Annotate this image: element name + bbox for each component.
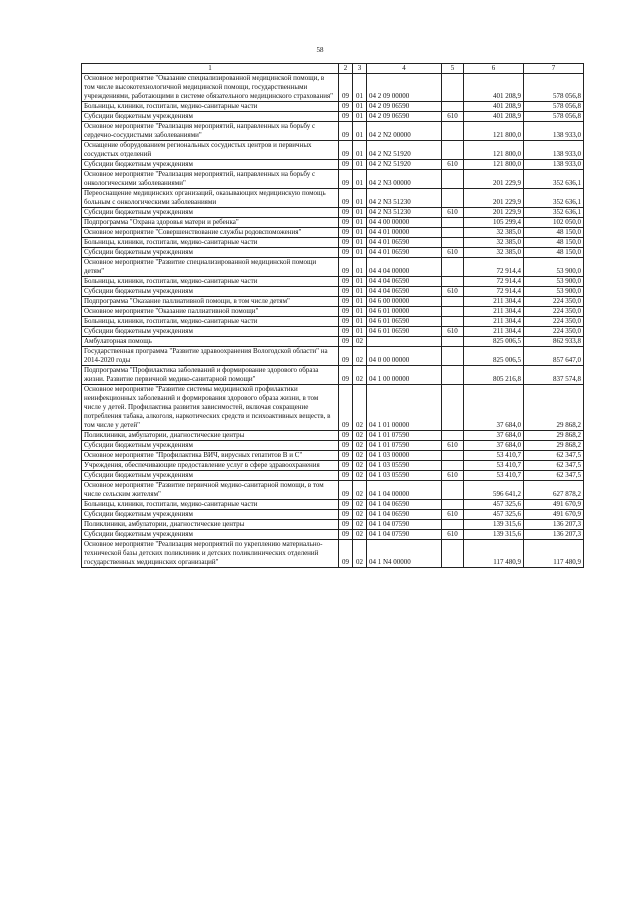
table-row [82, 471, 584, 481]
row-code-cell: 04 1 03 05590 [367, 461, 442, 471]
row-col5-cell [442, 170, 464, 189]
row-name-cell: Переоснащение медицинских организаций, оказывающих медицинскую помощь больным с онкологическими заболеваниями [82, 189, 339, 208]
row-col2-cell: 09 [339, 189, 353, 208]
table-row [82, 530, 584, 540]
row-col2-cell: 09 [339, 540, 353, 568]
table-row [82, 74, 584, 102]
table-row [82, 277, 584, 287]
row-value-2019-cell: 53 410,7 [464, 461, 524, 471]
row-col2-cell: 09 [339, 317, 353, 327]
row-col2-cell: 09 [339, 170, 353, 189]
row-value-2020-cell: 138 933,0 [524, 160, 584, 170]
row-col5-cell: 610 [442, 441, 464, 451]
row-code-cell: 04 4 04 06590 [367, 287, 442, 297]
row-col5-cell: 610 [442, 160, 464, 170]
row-col3-cell: 01 [353, 307, 367, 317]
row-name-cell: Субсидии бюджетным учреждениям [82, 441, 339, 451]
row-col2-cell: 09 [339, 385, 353, 431]
row-code-cell: 04 1 03 05590 [367, 471, 442, 481]
row-value-2020-cell: 224 350,0 [524, 307, 584, 317]
row-col3-cell: 02 [353, 337, 367, 347]
row-code-cell: 04 2 N2 00000 [367, 122, 442, 141]
row-col2-cell: 09 [339, 141, 353, 160]
row-value-2019-cell: 825 006,5 [464, 347, 524, 366]
row-name-cell: Больницы, клиники, госпитали, медико-санитарные части [82, 317, 339, 327]
row-col5-cell [442, 431, 464, 441]
row-code-cell: 04 4 04 00000 [367, 258, 442, 277]
row-col2-cell: 09 [339, 74, 353, 102]
row-code-cell: 04 2 N3 00000 [367, 170, 442, 189]
row-col2-cell: 09 [339, 481, 353, 500]
row-value-2019-cell: 805 216,8 [464, 366, 524, 385]
row-name-cell: Субсидии бюджетным учреждениям [82, 112, 339, 122]
row-name-cell: Основное мероприятие "Развитие специализированной медицинской помощи детям" [82, 258, 339, 277]
row-code-cell: 04 1 00 00000 [367, 366, 442, 385]
row-code-cell: 04 1 01 00000 [367, 385, 442, 431]
row-value-2019-cell: 32 385,0 [464, 248, 524, 258]
row-name-cell: Субсидии бюджетным учреждениям [82, 160, 339, 170]
row-value-2020-cell: 62 347,5 [524, 471, 584, 481]
table-row [82, 461, 584, 471]
row-code-cell: 04 1 01 07590 [367, 431, 442, 441]
row-value-2020-cell: 352 636,1 [524, 189, 584, 208]
row-col5-cell: 610 [442, 327, 464, 337]
row-value-2020-cell: 136 207,3 [524, 530, 584, 540]
row-code-cell: 04 1 04 00000 [367, 481, 442, 500]
row-col5-cell: 610 [442, 287, 464, 297]
row-value-2019-cell: 201 229,9 [464, 208, 524, 218]
row-col5-cell [442, 520, 464, 530]
row-value-2020-cell: 627 878,2 [524, 481, 584, 500]
table-row [82, 500, 584, 510]
row-col5-cell [442, 258, 464, 277]
row-value-2020-cell: 578 056,8 [524, 74, 584, 102]
row-col5-cell [442, 238, 464, 248]
header-col-1: 1 [82, 64, 339, 74]
row-col2-cell: 09 [339, 248, 353, 258]
row-code-cell: 04 4 01 06590 [367, 248, 442, 258]
page-number: 58 [316, 46, 324, 54]
row-value-2019-cell: 53 410,7 [464, 451, 524, 461]
row-value-2019-cell: 32 385,0 [464, 238, 524, 248]
row-value-2020-cell: 352 636,1 [524, 208, 584, 218]
row-code-cell: 04 2 09 06590 [367, 102, 442, 112]
row-col3-cell: 02 [353, 366, 367, 385]
row-name-cell: Основное мероприятие "Профилактика ВИЧ, вирусных гепатитов В и С" [82, 451, 339, 461]
row-code-cell: 04 1 04 06590 [367, 500, 442, 510]
row-value-2020-cell: 53 900,0 [524, 258, 584, 277]
row-col3-cell: 01 [353, 102, 367, 112]
row-col3-cell: 01 [353, 160, 367, 170]
row-code-cell: 04 1 04 07590 [367, 520, 442, 530]
header-row [82, 64, 584, 74]
row-value-2020-cell: 136 207,3 [524, 520, 584, 530]
row-value-2019-cell: 201 229,9 [464, 189, 524, 208]
table-row [82, 218, 584, 228]
row-value-2020-cell: 62 347,5 [524, 461, 584, 471]
row-col3-cell: 02 [353, 500, 367, 510]
table-row [82, 208, 584, 218]
row-col5-cell [442, 122, 464, 141]
row-value-2020-cell: 578 056,8 [524, 112, 584, 122]
row-name-cell: Основное мероприятие "Оказание паллиативной помощи" [82, 307, 339, 317]
row-value-2019-cell: 211 304,4 [464, 307, 524, 317]
table-row [82, 385, 584, 431]
row-col2-cell: 09 [339, 208, 353, 218]
row-name-cell: Субсидии бюджетным учреждениям [82, 248, 339, 258]
row-value-2020-cell: 53 900,0 [524, 287, 584, 297]
row-value-2019-cell: 211 304,4 [464, 327, 524, 337]
table-row [82, 441, 584, 451]
table-row [82, 287, 584, 297]
table-row [82, 297, 584, 307]
row-value-2020-cell: 48 150,0 [524, 248, 584, 258]
row-code-cell: 04 1 01 07590 [367, 441, 442, 451]
row-name-cell: Субсидии бюджетным учреждениям [82, 510, 339, 520]
table-row [82, 170, 584, 189]
row-col2-cell: 09 [339, 277, 353, 287]
row-name-cell: Основное мероприятие "Реализация мероприятий по укреплению материально-технической базы детских поликлиник и детских поликлинических отделений государственных медицинских организаций" [82, 540, 339, 568]
row-value-2020-cell: 491 670,9 [524, 500, 584, 510]
row-value-2019-cell: 401 208,9 [464, 112, 524, 122]
row-col2-cell: 09 [339, 510, 353, 520]
row-value-2020-cell: 117 480,9 [524, 540, 584, 568]
row-col3-cell: 02 [353, 441, 367, 451]
table-row [82, 248, 584, 258]
row-value-2020-cell: 857 647,0 [524, 347, 584, 366]
row-name-cell: Основное мероприятие "Реализация мероприятий, направленных на борьбу с онкологическими заболеваниями" [82, 170, 339, 189]
row-code-cell: 04 4 00 00000 [367, 218, 442, 228]
row-col2-cell: 09 [339, 441, 353, 451]
row-name-cell: Подпрограмма "Профилактика заболеваний и формирование здорового образа жизни. Развитие первичной медико-санитарной помощи" [82, 366, 339, 385]
row-col3-cell: 02 [353, 510, 367, 520]
row-col3-cell: 01 [353, 189, 367, 208]
row-col3-cell: 02 [353, 385, 367, 431]
row-name-cell: Основное мероприятие "Развитие первичной медико-санитарной помощи, в том числе сельским жителям" [82, 481, 339, 500]
row-value-2020-cell: 29 868,2 [524, 441, 584, 451]
row-col2-cell: 09 [339, 451, 353, 461]
row-col3-cell: 02 [353, 461, 367, 471]
row-name-cell: Субсидии бюджетным учреждениям [82, 208, 339, 218]
header-col-5: 5 [442, 64, 464, 74]
table-row [82, 160, 584, 170]
row-col3-cell: 02 [353, 481, 367, 500]
row-col3-cell: 02 [353, 451, 367, 461]
row-code-cell: 04 1 04 07590 [367, 530, 442, 540]
row-code-cell: 04 2 09 00000 [367, 74, 442, 102]
row-name-cell: Оснащение оборудованием региональных сосудистых центров и первичных сосудистых отделений [82, 141, 339, 160]
table-row [82, 141, 584, 160]
row-col3-cell: 01 [353, 208, 367, 218]
row-col3-cell: 02 [353, 520, 367, 530]
row-value-2019-cell: 72 914,4 [464, 258, 524, 277]
row-col3-cell: 01 [353, 287, 367, 297]
row-col3-cell: 01 [353, 277, 367, 287]
row-col2-cell: 09 [339, 327, 353, 337]
row-name-cell: Основное мероприятие "Реализация мероприятий, направленных на борьбу с сердечно-сосудистыми заболеваниями" [82, 122, 339, 141]
row-value-2019-cell: 211 304,4 [464, 297, 524, 307]
row-col5-cell [442, 141, 464, 160]
row-value-2019-cell: 401 208,9 [464, 74, 524, 102]
row-col2-cell: 09 [339, 337, 353, 347]
row-value-2020-cell: 29 868,2 [524, 385, 584, 431]
row-code-cell: 04 1 N4 00000 [367, 540, 442, 568]
row-col2-cell: 09 [339, 287, 353, 297]
row-value-2019-cell: 37 684,0 [464, 441, 524, 451]
table-row [82, 307, 584, 317]
row-value-2020-cell: 224 350,0 [524, 317, 584, 327]
row-col5-cell [442, 102, 464, 112]
row-col2-cell: 09 [339, 112, 353, 122]
row-col5-cell [442, 540, 464, 568]
row-value-2020-cell: 102 050,0 [524, 218, 584, 228]
header-col-2: 2 [339, 64, 353, 74]
row-col5-cell: 610 [442, 530, 464, 540]
row-code-cell: 04 2 N2 51920 [367, 141, 442, 160]
row-name-cell: Больницы, клиники, госпитали, медико-санитарные части [82, 102, 339, 112]
table-row [82, 327, 584, 337]
row-value-2019-cell: 53 410,7 [464, 471, 524, 481]
header-col-4: 4 [367, 64, 442, 74]
row-value-2020-cell: 62 347,5 [524, 451, 584, 461]
row-name-cell: Поликлиники, амбулатории, диагностические центры [82, 431, 339, 441]
row-col2-cell: 09 [339, 461, 353, 471]
row-name-cell: Учреждения, обеспечивающие предоставление услуг в сфере здравоохранения [82, 461, 339, 471]
row-col2-cell: 09 [339, 307, 353, 317]
row-col5-cell: 610 [442, 208, 464, 218]
table-row [82, 540, 584, 568]
row-col2-cell: 09 [339, 258, 353, 277]
row-name-cell: Подпрограмма "Охрана здоровья матери и ребенка" [82, 218, 339, 228]
row-value-2019-cell: 32 385,0 [464, 228, 524, 238]
table-row [82, 189, 584, 208]
table-row [82, 238, 584, 248]
row-col2-cell: 09 [339, 520, 353, 530]
row-code-cell: 04 6 01 06590 [367, 317, 442, 327]
row-value-2019-cell: 105 299,4 [464, 218, 524, 228]
row-col2-cell: 09 [339, 347, 353, 366]
row-col5-cell [442, 500, 464, 510]
table-row [82, 258, 584, 277]
row-col3-cell: 01 [353, 112, 367, 122]
row-col3-cell: 02 [353, 347, 367, 366]
table-row [82, 520, 584, 530]
row-code-cell: 04 4 01 00000 [367, 228, 442, 238]
row-col2-cell: 09 [339, 471, 353, 481]
table-row [82, 347, 584, 366]
row-value-2019-cell: 457 325,6 [464, 500, 524, 510]
row-code-cell: 04 2 09 06590 [367, 112, 442, 122]
row-col3-cell: 02 [353, 530, 367, 540]
row-value-2020-cell: 837 574,8 [524, 366, 584, 385]
row-col5-cell [442, 297, 464, 307]
row-code-cell: 04 2 N3 51230 [367, 189, 442, 208]
row-col5-cell [442, 317, 464, 327]
table-row [82, 337, 584, 347]
header-col-3: 3 [353, 64, 367, 74]
row-col2-cell: 09 [339, 160, 353, 170]
row-col2-cell: 09 [339, 431, 353, 441]
row-col5-cell [442, 337, 464, 347]
row-col2-cell: 09 [339, 238, 353, 248]
row-col2-cell: 09 [339, 297, 353, 307]
table-row [82, 451, 584, 461]
row-col5-cell [442, 277, 464, 287]
row-col3-cell: 01 [353, 258, 367, 277]
header-col-6: 6 [464, 64, 524, 74]
table-row [82, 481, 584, 500]
row-value-2020-cell: 224 350,0 [524, 327, 584, 337]
row-value-2019-cell: 211 304,4 [464, 317, 524, 327]
row-col3-cell: 02 [353, 431, 367, 441]
row-col3-cell: 01 [353, 170, 367, 189]
row-col2-cell: 09 [339, 122, 353, 141]
row-col2-cell: 09 [339, 218, 353, 228]
row-col5-cell: 610 [442, 510, 464, 520]
row-value-2020-cell: 48 150,0 [524, 228, 584, 238]
row-name-cell: Субсидии бюджетным учреждениям [82, 530, 339, 540]
row-col3-cell: 01 [353, 74, 367, 102]
row-col5-cell: 610 [442, 471, 464, 481]
row-col5-cell [442, 218, 464, 228]
row-col3-cell: 01 [353, 238, 367, 248]
table-row [82, 431, 584, 441]
table-row [82, 366, 584, 385]
row-name-cell: Основное мероприятие "Оказание специализированной медицинской помощи, в том числе высокотехнологичной медицинской помощи, государственными учреждениями, работающими в системе обязательного медицинского страхования" [82, 74, 339, 102]
row-col5-cell: 610 [442, 112, 464, 122]
row-value-2019-cell: 457 325,6 [464, 510, 524, 520]
row-value-2019-cell: 139 315,6 [464, 530, 524, 540]
row-value-2020-cell: 29 868,2 [524, 431, 584, 441]
row-value-2020-cell: 578 056,8 [524, 102, 584, 112]
row-code-cell: 04 1 04 06590 [367, 510, 442, 520]
row-col5-cell [442, 481, 464, 500]
row-name-cell: Субсидии бюджетным учреждениям [82, 287, 339, 297]
row-col3-cell: 01 [353, 141, 367, 160]
row-code-cell: 04 0 00 00000 [367, 347, 442, 366]
table-body [82, 74, 584, 568]
header-col-7: 7 [524, 64, 584, 74]
row-code-cell: 04 6 00 00000 [367, 297, 442, 307]
table-header [82, 64, 584, 74]
row-value-2019-cell: 596 641,2 [464, 481, 524, 500]
row-col5-cell [442, 366, 464, 385]
row-col2-cell: 09 [339, 530, 353, 540]
row-col2-cell: 09 [339, 228, 353, 238]
row-col3-cell: 01 [353, 248, 367, 258]
row-col5-cell: 610 [442, 248, 464, 258]
row-col3-cell: 01 [353, 317, 367, 327]
row-col3-cell: 01 [353, 297, 367, 307]
row-name-cell: Больницы, клиники, госпитали, медико-санитарные части [82, 238, 339, 248]
row-value-2019-cell: 121 800,0 [464, 122, 524, 141]
row-code-cell: 04 2 N2 51920 [367, 160, 442, 170]
row-value-2019-cell: 37 684,0 [464, 431, 524, 441]
row-col5-cell [442, 385, 464, 431]
row-name-cell: Государственная программа "Развитие здравоохранения Вологодской области" на 2014-2020 годы [82, 347, 339, 366]
row-value-2020-cell: 352 636,1 [524, 170, 584, 189]
row-value-2020-cell: 138 933,0 [524, 141, 584, 160]
row-value-2020-cell: 48 150,0 [524, 238, 584, 248]
row-value-2020-cell: 862 933,8 [524, 337, 584, 347]
row-col2-cell: 09 [339, 500, 353, 510]
table-row [82, 102, 584, 112]
row-name-cell: Амбулаторная помощь [82, 337, 339, 347]
row-col3-cell: 02 [353, 540, 367, 568]
row-col5-cell [442, 74, 464, 102]
row-name-cell: Больницы, клиники, госпитали, медико-санитарные части [82, 277, 339, 287]
row-value-2019-cell: 825 006,5 [464, 337, 524, 347]
table-row [82, 112, 584, 122]
row-code-cell: 04 1 03 00000 [367, 451, 442, 461]
row-col3-cell: 02 [353, 471, 367, 481]
row-code-cell: 04 6 01 06590 [367, 327, 442, 337]
row-col5-cell [442, 307, 464, 317]
row-col2-cell: 09 [339, 366, 353, 385]
row-col5-cell [442, 228, 464, 238]
row-col3-cell: 01 [353, 228, 367, 238]
row-code-cell: 04 4 01 06590 [367, 238, 442, 248]
row-name-cell: Больницы, клиники, госпитали, медико-санитарные части [82, 500, 339, 510]
row-value-2020-cell: 138 933,0 [524, 122, 584, 141]
table-row [82, 122, 584, 141]
row-code-cell: 04 4 04 06590 [367, 277, 442, 287]
row-col3-cell: 01 [353, 122, 367, 141]
row-col5-cell [442, 461, 464, 471]
row-code-cell: 04 6 01 00000 [367, 307, 442, 317]
row-col2-cell: 09 [339, 102, 353, 112]
row-code-cell: 04 2 N3 51230 [367, 208, 442, 218]
row-value-2019-cell: 401 208,9 [464, 102, 524, 112]
row-value-2019-cell: 121 800,0 [464, 141, 524, 160]
row-value-2020-cell: 53 900,0 [524, 277, 584, 287]
row-col5-cell [442, 189, 464, 208]
row-value-2019-cell: 72 914,4 [464, 287, 524, 297]
row-name-cell: Поликлиники, амбулатории, диагностические центры [82, 520, 339, 530]
row-value-2019-cell: 37 684,0 [464, 385, 524, 431]
row-name-cell: Субсидии бюджетным учреждениям [82, 471, 339, 481]
row-name-cell: Подпрограмма "Оказание паллиативной помощи, в том числе детям" [82, 297, 339, 307]
table-row [82, 510, 584, 520]
row-col5-cell [442, 347, 464, 366]
row-code-cell [367, 337, 442, 347]
row-col5-cell [442, 451, 464, 461]
row-value-2019-cell: 117 480,9 [464, 540, 524, 568]
row-col3-cell: 01 [353, 218, 367, 228]
row-value-2020-cell: 224 350,0 [524, 297, 584, 307]
row-value-2019-cell: 139 315,6 [464, 520, 524, 530]
row-name-cell: Субсидии бюджетным учреждениям [82, 327, 339, 337]
table-row [82, 228, 584, 238]
budget-table [81, 63, 584, 568]
row-value-2019-cell: 72 914,4 [464, 277, 524, 287]
row-name-cell: Основное мероприятие "Развитие системы медицинской профилактики неинфекционных заболеваний и формирования здорового образа жизни, в том числе у детей. Профилактика развития зависимостей, включая сокращение потребления табака, алкоголя, наркотических средств и психоактивных веществ, в том числе у детей" [82, 385, 339, 431]
row-name-cell: Основное мероприятие "Совершенствование службы родовспоможения" [82, 228, 339, 238]
row-col3-cell: 01 [353, 327, 367, 337]
row-value-2019-cell: 201 229,9 [464, 170, 524, 189]
row-value-2019-cell: 121 800,0 [464, 160, 524, 170]
table-row [82, 317, 584, 327]
row-value-2020-cell: 491 670,9 [524, 510, 584, 520]
